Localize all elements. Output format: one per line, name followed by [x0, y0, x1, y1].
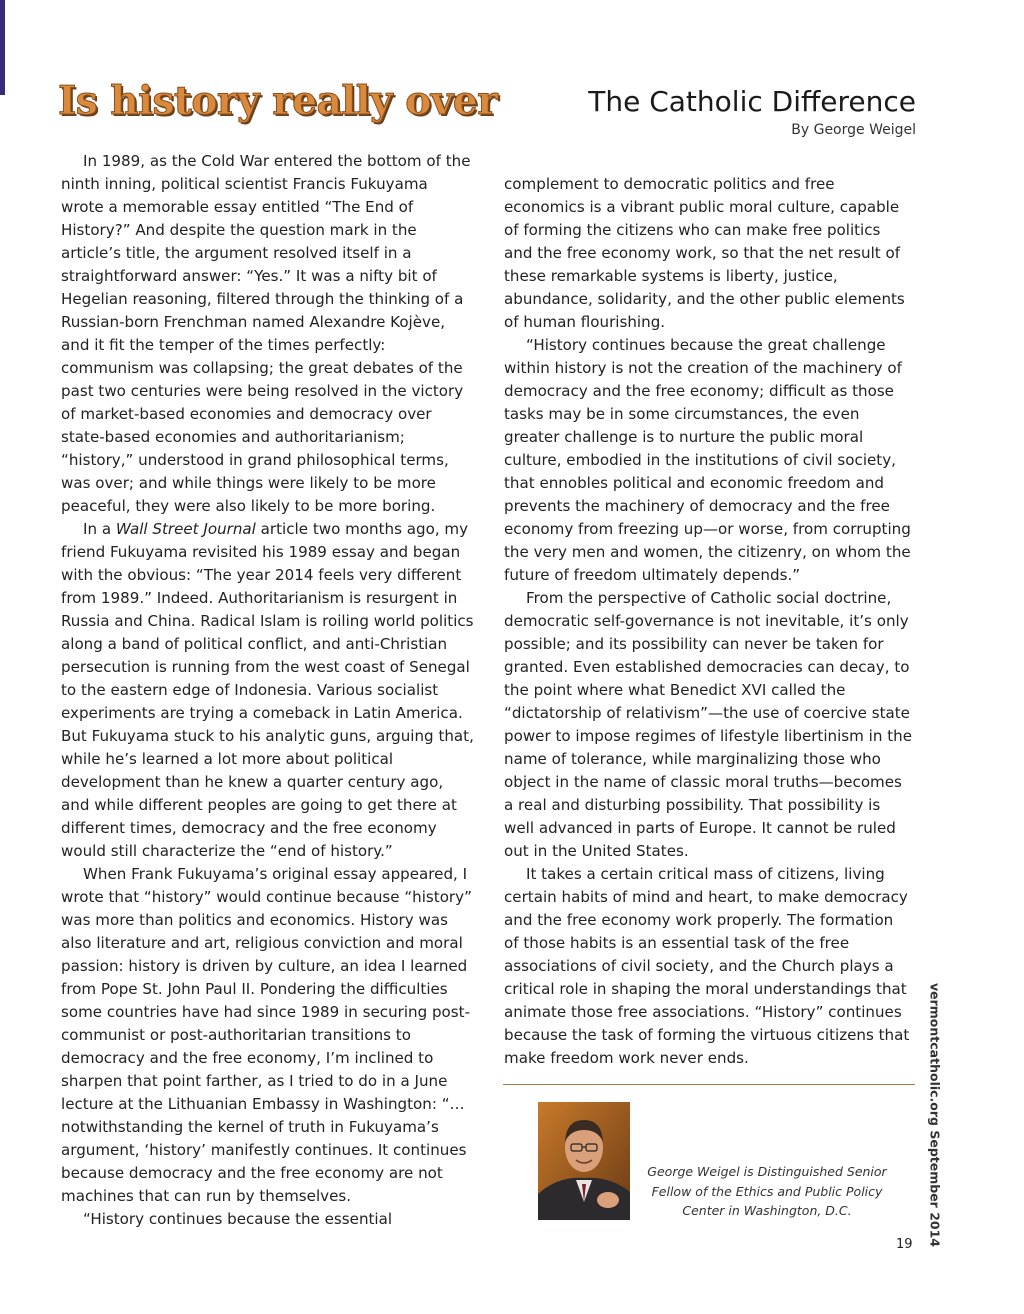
- article-left-column: [61, 150, 475, 1231]
- paragraph: When Frank Fukuyama’s original essay appeared, I wrote that “history” would continue because “history” was more than politics and economics. History was also literature and art, religious conviction and moral passion: history is driven by culture, an idea I learned from Pope St. John Paul II. Pondering the difficulties some countries have had since 1989 in securing post-communist or post-authoritarian transitions to democracy and the free economy, I’m inclined to sharpen that point farther, as I tried to do in a June lecture at the Lithuanian Embassy in Washington: “… notwithstanding the kernel of truth in Fukuyama’s argument, ‘history’ manifestly continues. It continues because democracy and the free economy are not machines that can run by themselves.: [61, 865, 472, 1205]
- paragraph: “History continues because the essential: [83, 1210, 393, 1228]
- paragraph: [61, 518, 475, 863]
- page-number: 19: [896, 1237, 913, 1252]
- headline: Is history really over: [58, 78, 498, 124]
- sidebar-publication-info: [920, 982, 950, 1248]
- column-title: The Catholic Difference: [588, 85, 916, 118]
- paragraph: From the perspective of Catholic social doctrine, democratic self-governance is not inevitable, it’s only possible; and its possibility can never be taken for granted. Even established democracies can decay, to the point where what Benedict XVI called the “dictatorship of relativism”—the use of coercive state power to impose regimes of lifestyle libertinism in the name of tolerance, while marginalizing those who object in the name of classic moral truths—becomes a real and disturbing possibility. That possibility is well advanced in parts of Europe. It cannot be ruled out in the United States.: [504, 589, 912, 860]
- paragraph-text: In a: [83, 520, 116, 538]
- sidebar-text: vermontcatholic.org September 2014: [927, 982, 943, 1248]
- paragraph: “History continues because the great challenge within history is not the creation of the machinery of democracy and the free economy; difficult as those tasks may be in some circumstances, the even greater challenge is to nurture the public moral culture, embodied in the institutions of civil society, that ennobles political and economic freedom and prevents the machinery of democracy and the free economy from freezing up—or worse, from corrupting the very men and women, the citizenry, on whom the future of freedom ultimately depends.”: [504, 336, 911, 584]
- paragraph: It takes a certain critical mass of citizens, living certain habits of mind and heart, to make democracy and the free economy work properly. The formation of those habits is an essential task of the free associations of civil society, and the Church plays a critical role in shaping the moral understandings that animate those free associations. “History” continues because the task of forming the virtuous citizens that make freedom work never ends.: [504, 865, 910, 1067]
- byline: By George Weigel: [791, 122, 916, 138]
- article-right-column: [504, 173, 912, 1070]
- author-bio: George Weigel is Distinguished Senior Fellow of the Ethics and Public Policy Center in Washington, D.C.: [647, 1164, 887, 1218]
- paragraph-text: article two months ago, my friend Fukuyama revisited his 1989 essay and began with the obvious: “The year 2014 feels very different from 1989.” Indeed. Authoritarianism is resurgent in Russia and China. Radical Islam is roiling world politics along a band of political conflict, and anti-Christian persecution is running from the west coast of Senegal to the eastern edge of Indonesia. Various socialist experiments are trying a comeback in Latin America. But Fukuyama stuck to his analytic guns, arguing that, while he’s learned a lot more about political development than he knew a quarter century ago, and while different peoples are going to get there at different times, democracy and the free economy would still characterize the “end of history.”: [61, 520, 474, 860]
- publication-name: Wall Street Journal: [115, 520, 256, 538]
- author-photo: [538, 1102, 630, 1220]
- edge-accent-bar: [0, 0, 5, 95]
- divider-rule: [503, 1084, 915, 1085]
- paragraph: In 1989, as the Cold War entered the bottom of the ninth inning, political scientist Francis Fukuyama wrote a memorable essay entitled “The End of History?” And despite the question mark in the article’s title, the argument resolved itself in a straightforward answer: “Yes.” It was a nifty bit of Hegelian reasoning, filtered through the thinking of a Russian-born Frenchman named Alexandre Kojève, and it fit the temper of the times perfectly: communism was collapsing; the great debates of the past two centuries were being resolved in the victory of market-based economies and democracy over state-based economies and authoritarianism; “history,” understood in grand philosophical terms, was over; and while things were likely to be more peaceful, they were also likely to be more boring.: [61, 152, 471, 515]
- author-portrait-image: [538, 1102, 630, 1220]
- paragraph: complement to democratic politics and free economics is a vibrant public moral culture, capable of forming the citizens who can make free politics and the free economy work, so that the net result of these remarkable systems is liberty, justice, abundance, solidarity, and the other public elements of human flourishing.: [504, 175, 905, 331]
